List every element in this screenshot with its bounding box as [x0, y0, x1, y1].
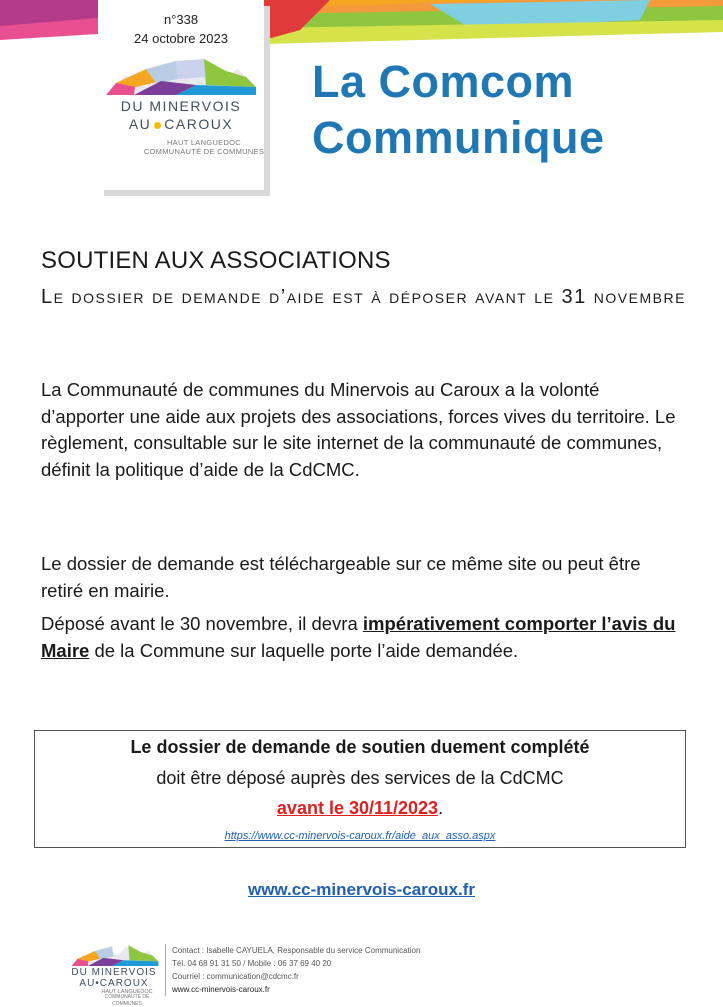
deadline-notice-box — [34, 730, 686, 848]
footer-contact: Contact : Isabelle CAYUELA, Responsable du service Communication — [172, 946, 421, 955]
mayor-opinion-emphasis: impérativement comporter l’avis du Maire — [41, 613, 676, 661]
newsletter-title-line1: La Comcom — [312, 56, 575, 107]
footer-divider — [165, 944, 166, 996]
footer-phone: Tél. 04 68 91 31 50 / Mobile : 06 37 69 40 20 — [172, 959, 332, 968]
logo-name-au: AU — [128, 116, 152, 132]
paragraph-deadline-end: de la Commune sur laquelle porte l’aide demandée. — [89, 639, 519, 661]
logo-name-caroux: CAROUX — [164, 116, 234, 132]
footer-email[interactable]: Courriel : communication@cdcmc.fr — [172, 972, 299, 981]
notice-line1: Le dossier de demande de soutien duement complété — [130, 737, 590, 757]
header-logo-box — [98, 0, 264, 190]
footer-logo-sub2: COMMUNAUTÉ DE COMMUNES — [104, 994, 150, 1007]
footer-logo-line1: DU MINERVOIS — [71, 967, 157, 978]
article-heading: SOUTIEN AUX ASSOCIATIONS — [41, 247, 391, 274]
notice-line2: doit être déposé auprès des services de la CdCMC — [156, 768, 564, 788]
paragraph-deadline — [41, 611, 681, 664]
paragraph-intro: La Communauté de communes du Minervois au Caroux a la volonté d’apporter une aide aux projets des associations, forces vives du territoire. Le règlement, consultable sur le site internet de la communauté de communes, définit la politique d’aide de la CdCMC. — [41, 379, 676, 480]
notice-deadline-line — [35, 798, 685, 819]
footer-mountain-logo-icon — [70, 944, 160, 966]
website-link[interactable]: www.cc-minervois-caroux.fr — [247, 880, 476, 899]
footer-logo-line2: AU•CAROUX — [79, 978, 149, 989]
aid-page-link[interactable]: https://www.cc-minervois-caroux.fr/aide_aux_asso.aspx — [224, 830, 496, 842]
issue-date: 24 octobre 2023 — [134, 31, 228, 46]
logo-sub2: COMMUNAUTÉ DE COMMUNES — [143, 147, 265, 156]
issue-number: n°338 — [163, 12, 199, 27]
logo-name-line2 — [98, 116, 264, 132]
deadline-date: avant le 30/11/2023 — [276, 798, 439, 818]
newsletter-title-line2: Communique — [312, 112, 605, 163]
mountain-logo-icon — [106, 57, 256, 95]
logo-sub1: HAUT LANGUEDOC — [166, 138, 242, 147]
article-subheading: Le dossier de demande d’aide est à déposer avant le 31 novembre — [41, 286, 686, 308]
deadline-suffix: . — [438, 798, 444, 818]
paragraph-download: Le dossier de demande est téléchargeable sur ce même site ou peut être retiré en mairie. — [41, 553, 641, 601]
sun-dot-icon — [154, 122, 161, 129]
footer-logo-sub1: HAUT LANGUEDOC — [101, 989, 153, 995]
paragraph-deadline-start: Déposé avant le 30 novembre, il devra — [41, 613, 363, 634]
logo-name-line1: DU MINERVOIS — [120, 98, 242, 114]
footer-website[interactable]: www.cc-minervois-caroux.fr — [172, 985, 270, 994]
